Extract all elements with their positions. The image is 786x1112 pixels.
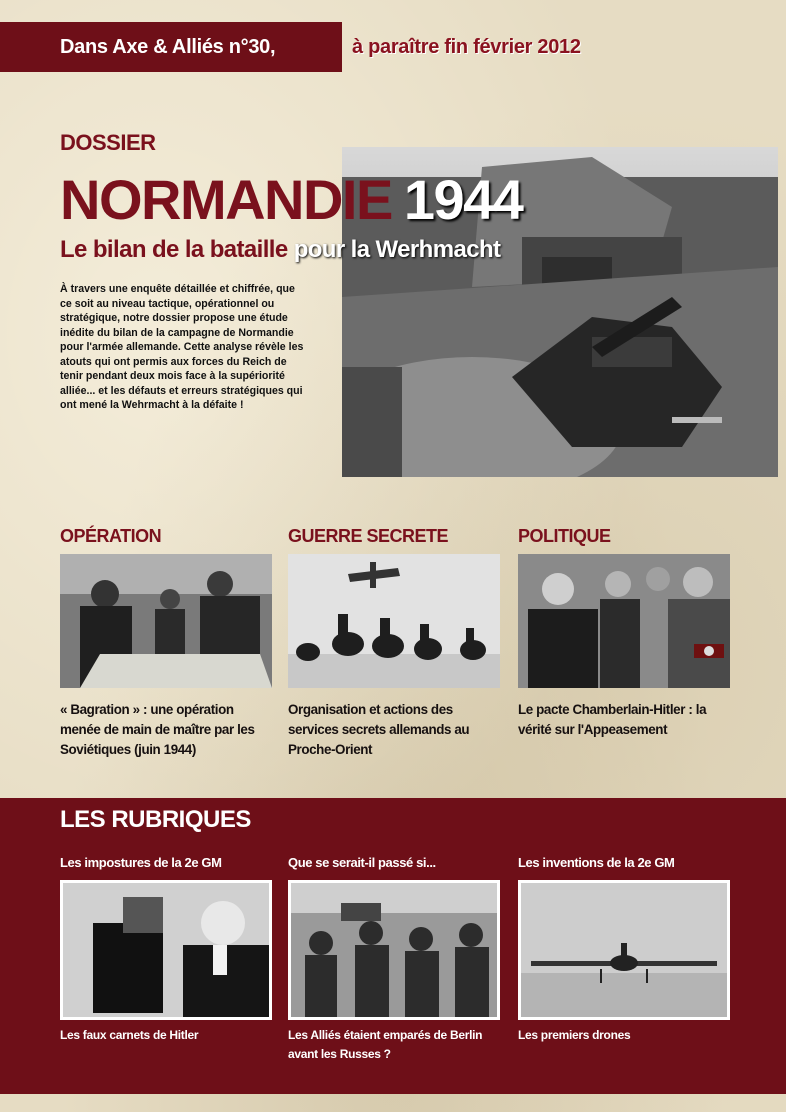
rubrique-inventions-heading: Les inventions de la 2e GM (518, 855, 675, 870)
top-banner (0, 22, 660, 72)
section-guerre-secrete (288, 524, 500, 760)
section-politique-caption: Le pacte Chamberlain-Hitler : la vérité sur l'Appeasement (518, 702, 707, 737)
rubrique-uchronie-photo (288, 880, 500, 1020)
rubrique-impostures (60, 854, 272, 1045)
section-politique (518, 524, 730, 740)
hero-title-main: NORMANDIE (60, 168, 392, 231)
hero-title-year: 1944 (403, 168, 523, 231)
section-operation-caption: « Bagration » : une opération menée de main de maître par les Soviétiques (juin 1944) (60, 702, 255, 757)
rubriques-title: LES RUBRIQUES (60, 806, 251, 833)
banner-date-text: à paraître fin février 2012 (352, 35, 581, 58)
section-guerre-secrete-caption: Organisation et actions des services secrets allemands au Proche-Orient (288, 702, 470, 757)
section-politique-photo (518, 554, 730, 688)
rubrique-uchronie-heading: Que se serait-il passé si... (288, 855, 436, 870)
hero-subtitle-part-b: pour la Werhmacht (293, 236, 501, 263)
section-operation-photo (60, 554, 272, 688)
hero-body-text: À travers une enquête détaillée et chiffrée, que ce soit au niveau tactique, opérationnel ou stratégique, notre dossier propose une étude inédite du bilan de la campagne de Normandie pour l'armée allemande. Cette analyse révèle les atouts qui ont permis aux forces du Reich de tenir pendant deux mois face à la supériorité alliée... et les défauts et erreurs stratégiques qui ont mené la Wehrmacht à la défaite ! (60, 283, 304, 411)
rubrique-impostures-heading: Les impostures de la 2e GM (60, 855, 222, 870)
section-politique-heading: POLITIQUE (518, 526, 611, 546)
dossier-kicker: DOSSIER (60, 130, 156, 155)
hero-subtitle-part-a: Le bilan de la bataille (60, 236, 288, 263)
rubrique-impostures-caption: Les faux carnets de Hitler (60, 1028, 199, 1042)
section-operation-heading: OPÉRATION (60, 526, 162, 546)
banner-date-box (342, 22, 581, 72)
rubriques-panel (0, 798, 786, 1094)
section-guerre-secrete-photo (288, 554, 500, 688)
rubrique-inventions (518, 854, 730, 1045)
rubrique-impostures-photo (60, 880, 272, 1020)
banner-issue-box (0, 22, 342, 72)
hero-subtitle (60, 236, 500, 264)
section-guerre-secrete-heading: GUERRE SECRETE (288, 526, 449, 546)
rubrique-inventions-caption: Les premiers drones (518, 1028, 631, 1042)
banner-issue-text: Dans Axe & Alliés n°30, (60, 35, 276, 58)
rubrique-uchronie-caption: Les Alliés étaient emparés de Berlin avant les Russes ? (288, 1028, 483, 1061)
hero-title (60, 168, 522, 232)
rubrique-uchronie (288, 854, 500, 1064)
rubrique-inventions-photo (518, 880, 730, 1020)
section-operation (60, 524, 272, 760)
